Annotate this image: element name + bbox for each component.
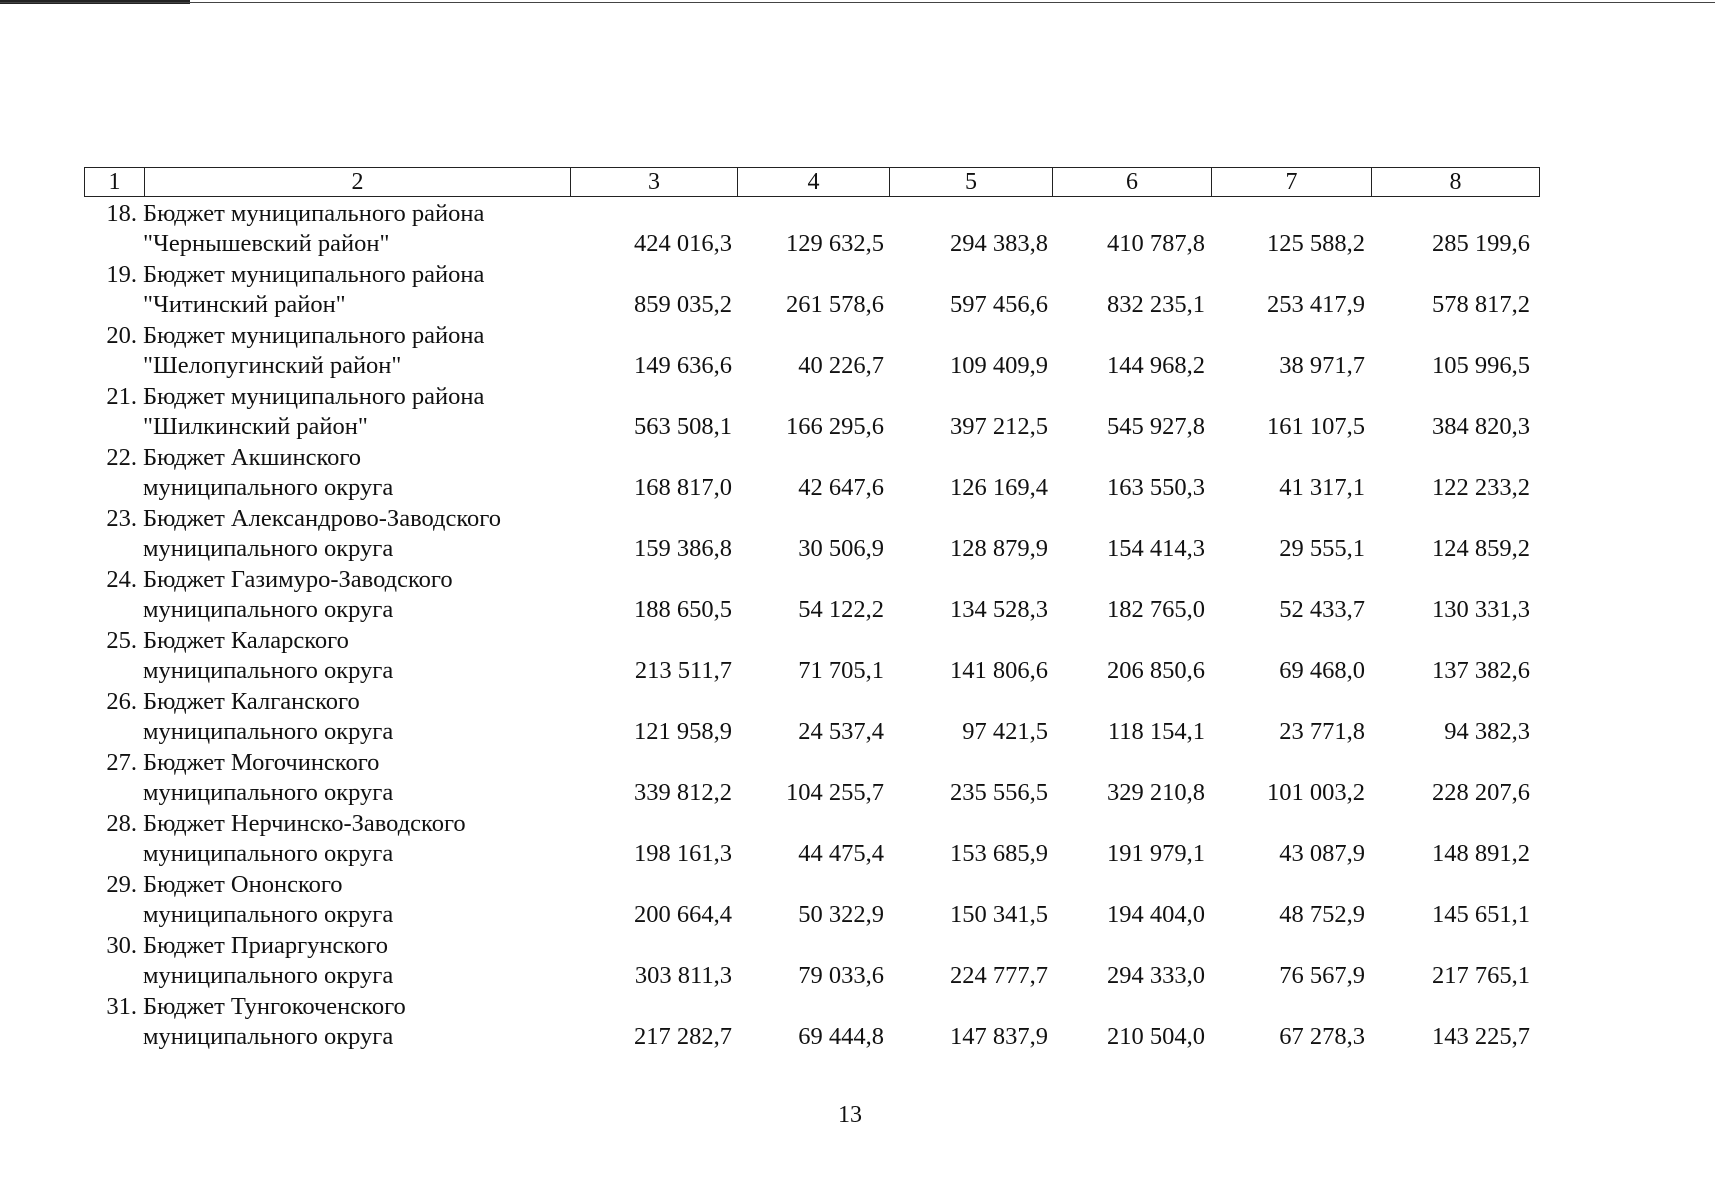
table-row — [84, 869, 1544, 930]
value-col-6: 410 787,8 — [1107, 230, 1205, 257]
value-col-8: 122 233,2 — [1432, 474, 1530, 501]
budget-name-line2: "Шелопугинский район" — [143, 352, 402, 379]
budget-name-line2: "Читинский район" — [143, 291, 346, 318]
budget-name-line1: Бюджет Каларского — [143, 627, 349, 654]
value-col-6: 191 979,1 — [1107, 840, 1205, 867]
value-col-8: 228 207,6 — [1432, 779, 1530, 806]
table-row — [84, 198, 1544, 259]
value-col-6: 545 927,8 — [1107, 413, 1205, 440]
value-col-5: 109 409,9 — [950, 352, 1048, 379]
value-col-3: 168 817,0 — [634, 474, 732, 501]
budget-name-line1: Бюджет Калганского — [143, 688, 360, 715]
row-number: 19. — [106, 261, 137, 288]
budget-name-line2: муниципального округа — [143, 901, 394, 928]
value-col-7: 76 567,9 — [1279, 962, 1365, 989]
value-col-3: 121 958,9 — [634, 718, 732, 745]
budget-name-line2: муниципального округа — [143, 535, 394, 562]
budget-name-line1: Бюджет муниципального района — [143, 261, 485, 288]
budget-name-line2: муниципального округа — [143, 657, 394, 684]
value-col-4: 42 647,6 — [798, 474, 884, 501]
value-col-3: 339 812,2 — [634, 779, 732, 806]
header-col-3: 3 — [571, 168, 738, 197]
value-col-8: 124 859,2 — [1432, 535, 1530, 562]
value-col-4: 79 033,6 — [798, 962, 884, 989]
table-row — [84, 320, 1544, 381]
budget-name-line2: "Шилкинский район" — [143, 413, 368, 440]
budget-name-line2: муниципального округа — [143, 596, 394, 623]
page-number: 13 — [838, 1102, 862, 1128]
value-col-3: 159 386,8 — [634, 535, 732, 562]
budget-name-line1: Бюджет муниципального района — [143, 322, 485, 349]
value-col-4: 166 295,6 — [786, 413, 884, 440]
table-row — [84, 381, 1544, 442]
value-col-4: 50 322,9 — [798, 901, 884, 928]
table-row — [84, 747, 1544, 808]
value-col-4: 40 226,7 — [798, 352, 884, 379]
value-col-8: 578 817,2 — [1432, 291, 1530, 318]
value-col-5: 147 837,9 — [950, 1023, 1048, 1050]
value-col-6: 144 968,2 — [1107, 352, 1205, 379]
value-col-5: 150 341,5 — [950, 901, 1048, 928]
value-col-5: 235 556,5 — [950, 779, 1048, 806]
value-col-3: 198 161,3 — [634, 840, 732, 867]
budget-name-line1: Бюджет муниципального района — [143, 383, 485, 410]
header-col-4: 4 — [738, 168, 890, 197]
value-col-8: 145 651,1 — [1432, 901, 1530, 928]
budget-name-line1: Бюджет муниципального района — [143, 200, 485, 227]
value-col-4: 30 506,9 — [798, 535, 884, 562]
value-col-7: 125 588,2 — [1267, 230, 1365, 257]
table-row — [84, 503, 1544, 564]
value-col-8: 143 225,7 — [1432, 1023, 1530, 1050]
value-col-4: 129 632,5 — [786, 230, 884, 257]
row-number: 26. — [106, 688, 137, 715]
value-col-4: 24 537,4 — [798, 718, 884, 745]
value-col-6: 194 404,0 — [1107, 901, 1205, 928]
table-row — [84, 808, 1544, 869]
budget-name-line2: муниципального округа — [143, 474, 394, 501]
value-col-4: 71 705,1 — [798, 657, 884, 684]
header-col-7: 7 — [1212, 168, 1372, 197]
value-col-5: 126 169,4 — [950, 474, 1048, 501]
scan-top-border — [0, 2, 1715, 3]
value-col-4: 54 122,2 — [798, 596, 884, 623]
value-col-8: 384 820,3 — [1432, 413, 1530, 440]
value-col-5: 294 383,8 — [950, 230, 1048, 257]
table-row — [84, 686, 1544, 747]
row-number: 18. — [106, 200, 137, 227]
value-col-5: 141 806,6 — [950, 657, 1048, 684]
row-number: 22. — [106, 444, 137, 471]
table-row — [84, 991, 1544, 1052]
value-col-6: 329 210,8 — [1107, 779, 1205, 806]
row-number: 29. — [106, 871, 137, 898]
header-row — [85, 168, 1540, 197]
value-col-7: 161 107,5 — [1267, 413, 1365, 440]
budget-name-line2: "Чернышевский район" — [143, 230, 390, 257]
budget-name-line1: Бюджет Тунгокоченского — [143, 993, 406, 1020]
value-col-3: 200 664,4 — [634, 901, 732, 928]
value-col-3: 217 282,7 — [634, 1023, 732, 1050]
value-col-3: 563 508,1 — [634, 413, 732, 440]
value-col-6: 294 333,0 — [1107, 962, 1205, 989]
table-row — [84, 259, 1544, 320]
row-number: 24. — [106, 566, 137, 593]
value-col-3: 303 811,3 — [634, 962, 732, 989]
value-col-5: 97 421,5 — [962, 718, 1048, 745]
value-col-7: 38 971,7 — [1279, 352, 1365, 379]
value-col-3: 859 035,2 — [634, 291, 732, 318]
table-row — [84, 442, 1544, 503]
budget-name-line1: Бюджет Могочинского — [143, 749, 380, 776]
value-col-5: 134 528,3 — [950, 596, 1048, 623]
value-col-7: 67 278,3 — [1279, 1023, 1365, 1050]
header-col-2: 2 — [145, 168, 571, 197]
value-col-4: 44 475,4 — [798, 840, 884, 867]
row-number: 28. — [106, 810, 137, 837]
budget-name-line1: Бюджет Приаргунского — [143, 932, 388, 959]
value-col-3: 149 636,6 — [634, 352, 732, 379]
header-col-6: 6 — [1053, 168, 1212, 197]
value-col-6: 154 414,3 — [1107, 535, 1205, 562]
row-number: 30. — [106, 932, 137, 959]
row-number: 25. — [106, 627, 137, 654]
value-col-7: 48 752,9 — [1279, 901, 1365, 928]
value-col-6: 182 765,0 — [1107, 596, 1205, 623]
budget-name-line2: муниципального округа — [143, 779, 394, 806]
value-col-4: 261 578,6 — [786, 291, 884, 318]
table-row — [84, 625, 1544, 686]
value-col-7: 52 433,7 — [1279, 596, 1365, 623]
value-col-6: 206 850,6 — [1107, 657, 1205, 684]
value-col-7: 253 417,9 — [1267, 291, 1365, 318]
value-col-7: 69 468,0 — [1279, 657, 1365, 684]
value-col-8: 137 382,6 — [1432, 657, 1530, 684]
budget-name-line2: муниципального округа — [143, 718, 394, 745]
budget-name-line1: Бюджет Газимуро-Заводского — [143, 566, 453, 593]
value-col-5: 224 777,7 — [950, 962, 1048, 989]
value-col-7: 43 087,9 — [1279, 840, 1365, 867]
value-col-6: 118 154,1 — [1107, 718, 1205, 745]
row-number: 27. — [106, 749, 137, 776]
value-col-6: 832 235,1 — [1107, 291, 1205, 318]
budget-rows — [84, 198, 1544, 1052]
budget-name-line2: муниципального округа — [143, 840, 394, 867]
budget-name-line2: муниципального округа — [143, 962, 394, 989]
budget-name-line1: Бюджет Акшинского — [143, 444, 362, 471]
budget-name-line1: Бюджет Ононского — [143, 871, 343, 898]
header-col-1: 1 — [85, 168, 145, 197]
value-col-4: 104 255,7 — [786, 779, 884, 806]
budget-name-line2: муниципального округа — [143, 1023, 394, 1050]
row-number: 23. — [106, 505, 137, 532]
value-col-5: 597 456,6 — [950, 291, 1048, 318]
value-col-8: 217 765,1 — [1432, 962, 1530, 989]
value-col-5: 153 685,9 — [950, 840, 1048, 867]
value-col-8: 94 382,3 — [1444, 718, 1530, 745]
value-col-6: 210 504,0 — [1107, 1023, 1205, 1050]
row-number: 20. — [106, 322, 137, 349]
budget-name-line1: Бюджет Нерчинско-Заводского — [143, 810, 466, 837]
table-row — [84, 564, 1544, 625]
value-col-5: 397 212,5 — [950, 413, 1048, 440]
value-col-7: 101 003,2 — [1267, 779, 1365, 806]
budget-name-line1: Бюджет Александрово-Заводского — [143, 505, 501, 532]
row-number: 21. — [106, 383, 137, 410]
value-col-3: 424 016,3 — [634, 230, 732, 257]
header-col-8: 8 — [1372, 168, 1540, 197]
value-col-6: 163 550,3 — [1107, 474, 1205, 501]
value-col-7: 23 771,8 — [1279, 718, 1365, 745]
value-col-7: 41 317,1 — [1279, 474, 1365, 501]
value-col-3: 213 511,7 — [634, 657, 732, 684]
value-col-8: 148 891,2 — [1432, 840, 1530, 867]
value-col-7: 29 555,1 — [1279, 535, 1365, 562]
value-col-8: 285 199,6 — [1432, 230, 1530, 257]
value-col-3: 188 650,5 — [634, 596, 732, 623]
column-number-header — [84, 167, 1540, 197]
value-col-5: 128 879,9 — [950, 535, 1048, 562]
value-col-8: 130 331,3 — [1432, 596, 1530, 623]
row-number: 31. — [106, 993, 137, 1020]
value-col-4: 69 444,8 — [798, 1023, 884, 1050]
value-col-8: 105 996,5 — [1432, 352, 1530, 379]
table-row — [84, 930, 1544, 991]
header-col-5: 5 — [890, 168, 1053, 197]
